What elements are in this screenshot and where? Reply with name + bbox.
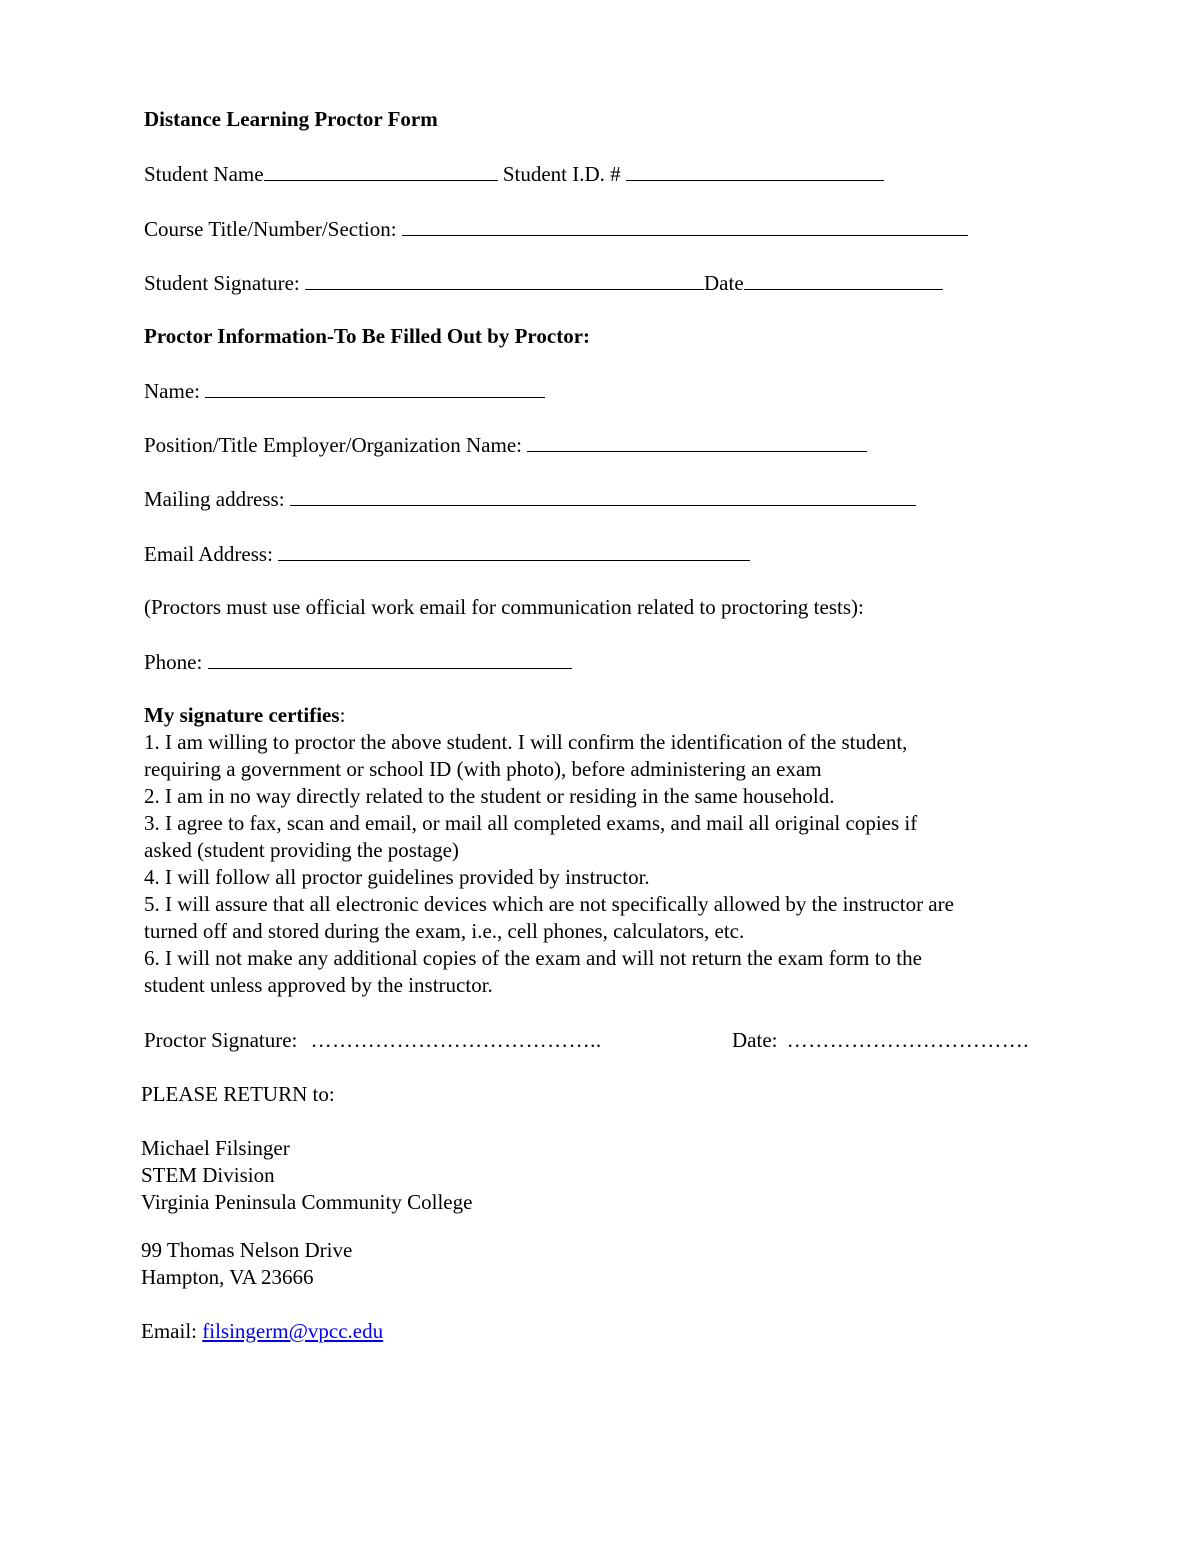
proctor-date-label: Date: xyxy=(732,1028,778,1052)
course-label: Course Title/Number/Section: xyxy=(144,217,397,241)
certification-section xyxy=(144,702,1074,999)
student-date-field[interactable] xyxy=(744,269,943,290)
form-title: Distance Learning Proctor Form xyxy=(144,107,438,131)
student-name-field[interactable] xyxy=(264,160,498,181)
student-name-label: Student Name xyxy=(144,162,264,186)
certification-line: 6. I will not make any additional copies of the exam and will not return the exam form to the xyxy=(144,946,922,970)
email-field[interactable] xyxy=(278,540,750,561)
return-email-row xyxy=(141,1318,383,1345)
proctor-signature-field[interactable]: ………………………………….. xyxy=(310,1028,602,1052)
certification-colon: : xyxy=(339,703,346,727)
proctor-position-row xyxy=(144,431,867,459)
proctor-name-field[interactable] xyxy=(205,377,545,398)
return-name: Michael Filsinger xyxy=(141,1136,290,1160)
phone-row xyxy=(144,648,572,676)
student-id-label: Student I.D. # xyxy=(502,162,621,186)
phone-label: Phone: xyxy=(144,650,203,674)
return-email-label: Email: xyxy=(141,1319,197,1343)
return-email-link[interactable]: filsingerm@vpcc.edu xyxy=(202,1319,384,1343)
email-row xyxy=(144,540,750,568)
certification-line: 3. I agree to fax, scan and email, or mail all completed exams, and mail all original copies if xyxy=(144,811,918,835)
student-signature-field[interactable] xyxy=(305,269,704,290)
return-street: 99 Thomas Nelson Drive xyxy=(141,1238,353,1262)
proctor-name-row xyxy=(144,377,545,405)
email-label: Email Address: xyxy=(144,542,273,566)
mailing-row xyxy=(144,485,916,513)
certification-line: student unless approved by the instructor. xyxy=(144,973,493,997)
certification-line: 2. I am in no way directly related to the student or residing in the same household. xyxy=(144,784,835,808)
certification-line: turned off and stored during the exam, i.e., cell phones, calculators, etc. xyxy=(144,919,745,943)
email-note: (Proctors must use official work email for communication related to proctoring tests): xyxy=(144,595,864,619)
course-row xyxy=(144,215,968,243)
certification-line: asked (student providing the postage) xyxy=(144,838,459,862)
return-heading: PLEASE RETURN to: xyxy=(141,1082,335,1106)
certification-line: requiring a government or school ID (with photo), before administering an exam xyxy=(144,757,822,781)
certification-line: 4. I will follow all proctor guidelines provided by instructor. xyxy=(144,865,650,889)
proctor-signature-row xyxy=(144,1027,602,1054)
proctor-heading: Proctor Information-To Be Filled Out by Proctor: xyxy=(144,324,591,348)
course-field[interactable] xyxy=(402,215,968,236)
return-city: Hampton, VA 23666 xyxy=(141,1265,314,1289)
certification-line: 5. I will assure that all electronic devices which are not specifically allowed by the instructor are xyxy=(144,892,954,916)
mailing-label: Mailing address: xyxy=(144,487,285,511)
proctor-signature-label: Proctor Signature: xyxy=(144,1028,298,1052)
proctor-date-row xyxy=(732,1027,1029,1054)
student-date-label: Date xyxy=(704,271,744,295)
student-name-row xyxy=(144,160,884,188)
proctor-name-label: Name: xyxy=(144,379,200,403)
return-college: Virginia Peninsula Community College xyxy=(141,1190,473,1214)
mailing-field[interactable] xyxy=(290,485,916,506)
return-division: STEM Division xyxy=(141,1163,275,1187)
phone-field[interactable] xyxy=(208,648,572,669)
student-signature-row xyxy=(144,269,943,297)
student-id-field[interactable] xyxy=(626,160,884,181)
proctor-position-label: Position/Title Employer/Organization Name: xyxy=(144,433,522,457)
proctor-date-field[interactable]: ……………………………. xyxy=(786,1028,1029,1052)
proctor-position-field[interactable] xyxy=(527,431,867,452)
certification-line: 1. I am willing to proctor the above student. I will confirm the identification of the student, xyxy=(144,730,908,754)
student-signature-label: Student Signature: xyxy=(144,271,300,295)
certification-heading-row xyxy=(144,702,1074,729)
certification-heading: My signature certifies xyxy=(144,703,340,727)
